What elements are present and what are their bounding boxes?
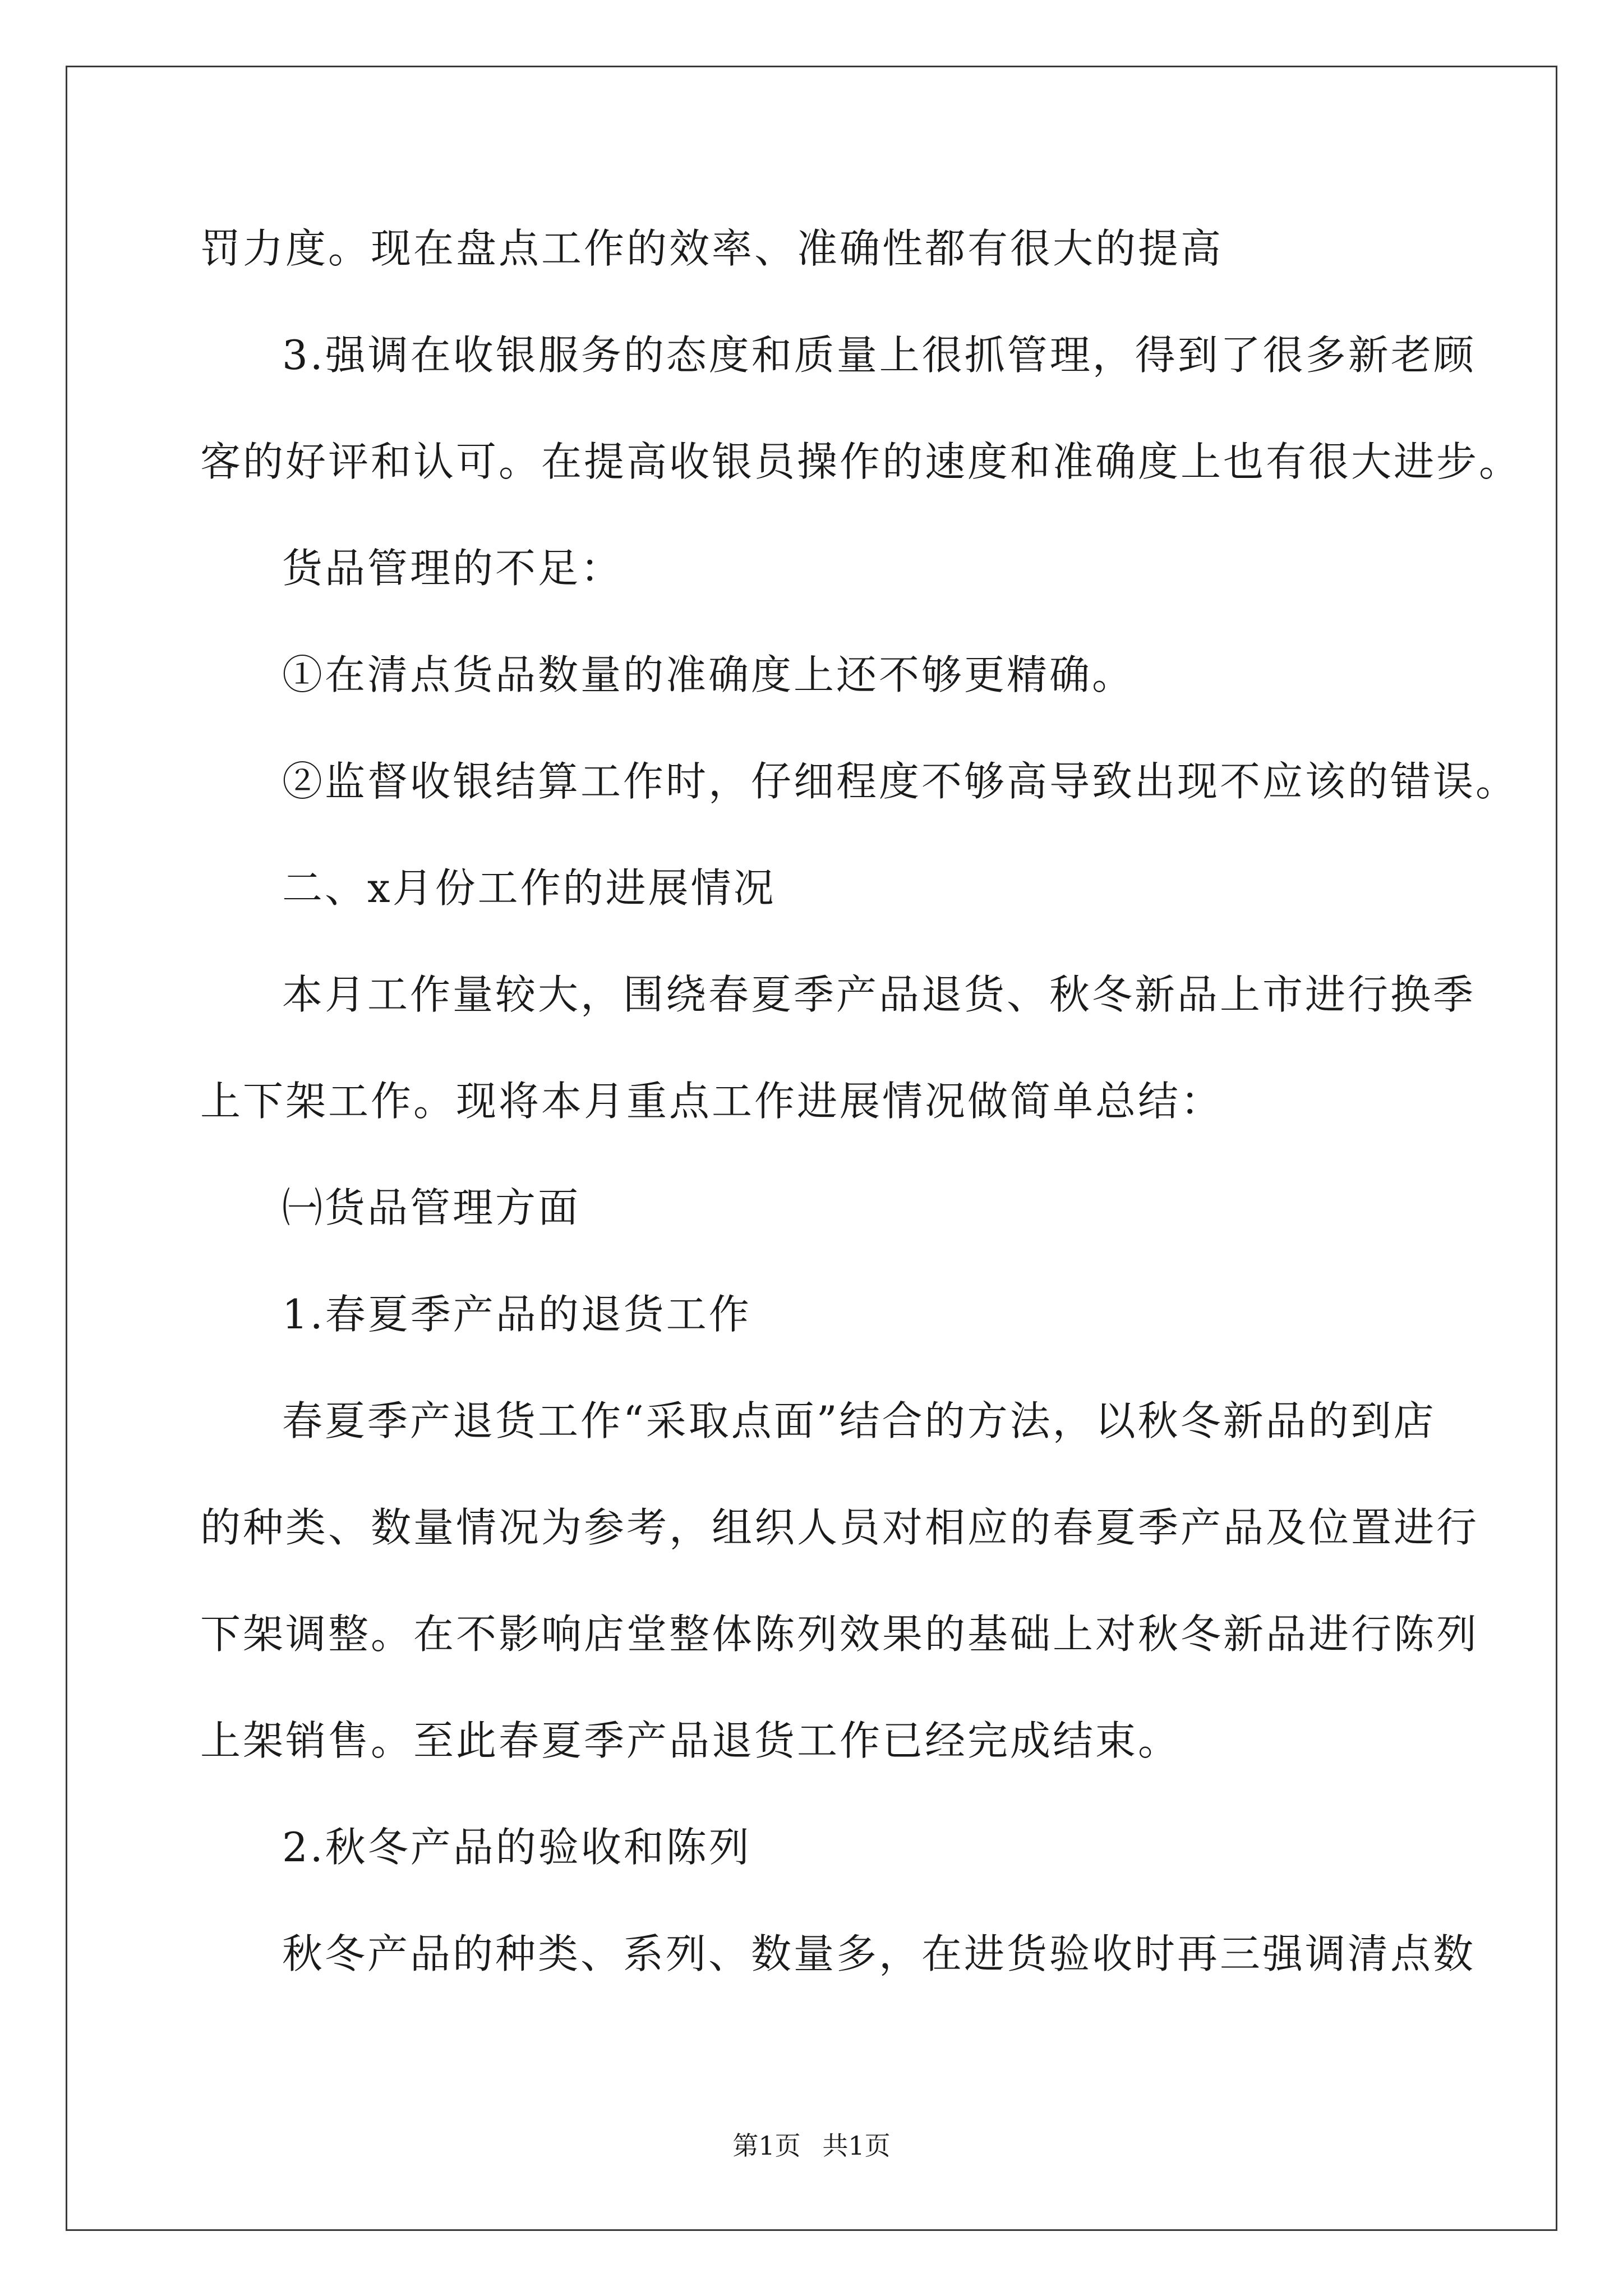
text-line: 上架销售。至此春夏季产品退货工作已经完成结束。 — [200, 1717, 1181, 1764]
text-line: ㈠货品管理方面 — [282, 1184, 581, 1231]
text-line: 上下架工作。现将本月重点工作进展情况做简单总结： — [200, 1078, 1224, 1125]
text-line: 罚力度。现在盘点工作的效率、准确性都有很大的提高 — [200, 225, 1224, 272]
text-line: 下架调整。在不影响店堂整体陈列效果的基础上对秋冬新品进行陈列 — [200, 1611, 1479, 1658]
text-line: 2.秋冬产品的验收和陈列 — [282, 1824, 751, 1871]
page-number-total: 共1页 — [822, 2131, 891, 2161]
text-line: 春夏季产退货工作“采取点面”结合的方法，以秋冬新品的到店 — [282, 1397, 1436, 1444]
text-line: 客的好评和认可。在提高收银员操作的速度和准确度上也有很大进步。 — [200, 438, 1522, 485]
text-line: 1.春夏季产品的退货工作 — [282, 1291, 751, 1338]
page-number-current: 第1页 — [732, 2131, 801, 2161]
text-line: 秋冬产品的种类、系列、数量多，在进货验收时再三强调清点数 — [282, 1930, 1476, 1977]
text-line: 二、x月份工作的进展情况 — [282, 864, 776, 912]
page-border — [66, 66, 1557, 2231]
page-footer — [0, 2129, 1623, 2162]
text-line: 的种类、数量情况为参考，组织人员对相应的春夏季产品及位置进行 — [200, 1504, 1479, 1551]
text-line: 货品管理的不足： — [282, 545, 624, 592]
text-line: ②监督收银结算工作时，仔细程度不够高导致出现不应该的错误。 — [282, 758, 1519, 805]
text-line: ①在清点货品数量的准确度上还不够更精确。 — [282, 651, 1135, 698]
text-line: 本月工作量较大，围绕春夏季产品退货、秋冬新品上市进行换季 — [282, 971, 1476, 1018]
text-line: 3.强调在收银服务的态度和质量上很抓管理，得到了很多新老顾 — [282, 332, 1476, 379]
